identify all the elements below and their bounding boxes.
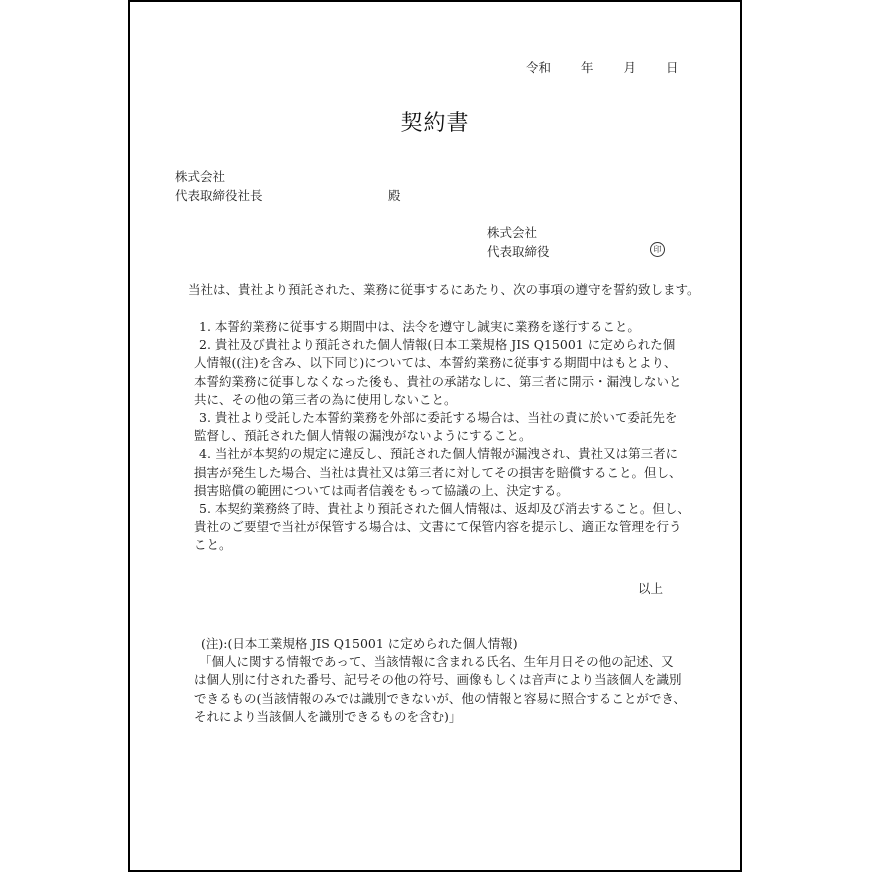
date-year: 年 (580, 60, 594, 75)
clause-line: 3. 貴社より受託した本誓約業務を外部に委託する場合は、当社の責に於いて委託先を (199, 410, 678, 426)
recipient-honorific: 殿 (388, 188, 401, 203)
clause-line: 損害賠償の範囲については両者信義をもって協議の上、決定する。 (194, 482, 569, 498)
clause-list (194, 318, 690, 555)
clause-line: 4. 当社が本契約の規定に違反し、預託された個人情報が漏洩され、貴社又は第三者に (199, 446, 679, 462)
page-title: 契約書 (400, 111, 470, 136)
clause-line: 貴社のご要望で当社が保管する場合は、文書にて保管内容を提示し、適正な管理を行う (194, 519, 682, 535)
sender-company: 株式会社 (487, 225, 538, 240)
clause-line: 共に、その他の第三者の為に使用しないこと。 (194, 391, 457, 407)
intro-text: 当社は、貴社より預託された、業務に従事するにあたり、次の事項の遵守を誓約致します。 (188, 282, 700, 297)
note-line: それにより当該個人を識別できるものを含む)」 (194, 708, 462, 724)
clause-line: 監督し、預託された個人情報の漏洩がないようにすること。 (194, 428, 532, 444)
date-line (526, 59, 678, 77)
sender-representative: 代表取締役 (487, 244, 550, 259)
date-era: 令和 (526, 60, 552, 75)
seal-mark: 印 (650, 242, 665, 257)
clause-line: 5. 本契約業務終了時、貴社より預託された個人情報は、返却及び消去すること。但し、 (199, 501, 690, 517)
note-block (194, 635, 686, 726)
document-page (128, 0, 742, 872)
note-heading: (注):(日本工業規格 JIS Q15001 に定められた個人情報) (201, 636, 518, 651)
clause-line: 損害が発生した場合、当社は貴社又は第三者に対してその損害を賠償すること。但し、 (194, 464, 682, 480)
note-line: は個人別に付された番号、記号その他の符号、画像もしくは音声により当該個人を識別 (194, 672, 682, 688)
recipient-representative: 代表取締役社長 (175, 188, 263, 203)
closing-text: 以上 (638, 581, 664, 596)
clause-line: 人情報((注)を含み、以下同じ)については、本誓約業務に従事する期間中はもとより、 (194, 355, 677, 371)
date-day: 日 (665, 60, 679, 75)
note-line: できるもの(当該情報のみでは識別できないが、他の情報と容易に照合することができ、 (194, 690, 686, 706)
clause-line: 本誓約業務に従事しなくなった後も、貴社の承諾なしに、第三者に開示・漏洩しないと (194, 373, 682, 389)
recipient-company: 株式会社 (175, 169, 226, 184)
clause-line: 1. 本誓約業務に従事する期間中は、法令を遵守し誠実に業務を遂行すること。 (199, 319, 640, 334)
date-month: 月 (623, 60, 636, 75)
clause-line: こと。 (194, 537, 232, 553)
note-line: 「個人に関する情報であって、当該情報に含まれる氏名、生年月日その他の記述、又 (199, 654, 674, 670)
clause-line: 2. 貴社及び貴社より預託された個人情報(日本工業規格 JIS Q15001 に定められた個 (199, 337, 676, 353)
